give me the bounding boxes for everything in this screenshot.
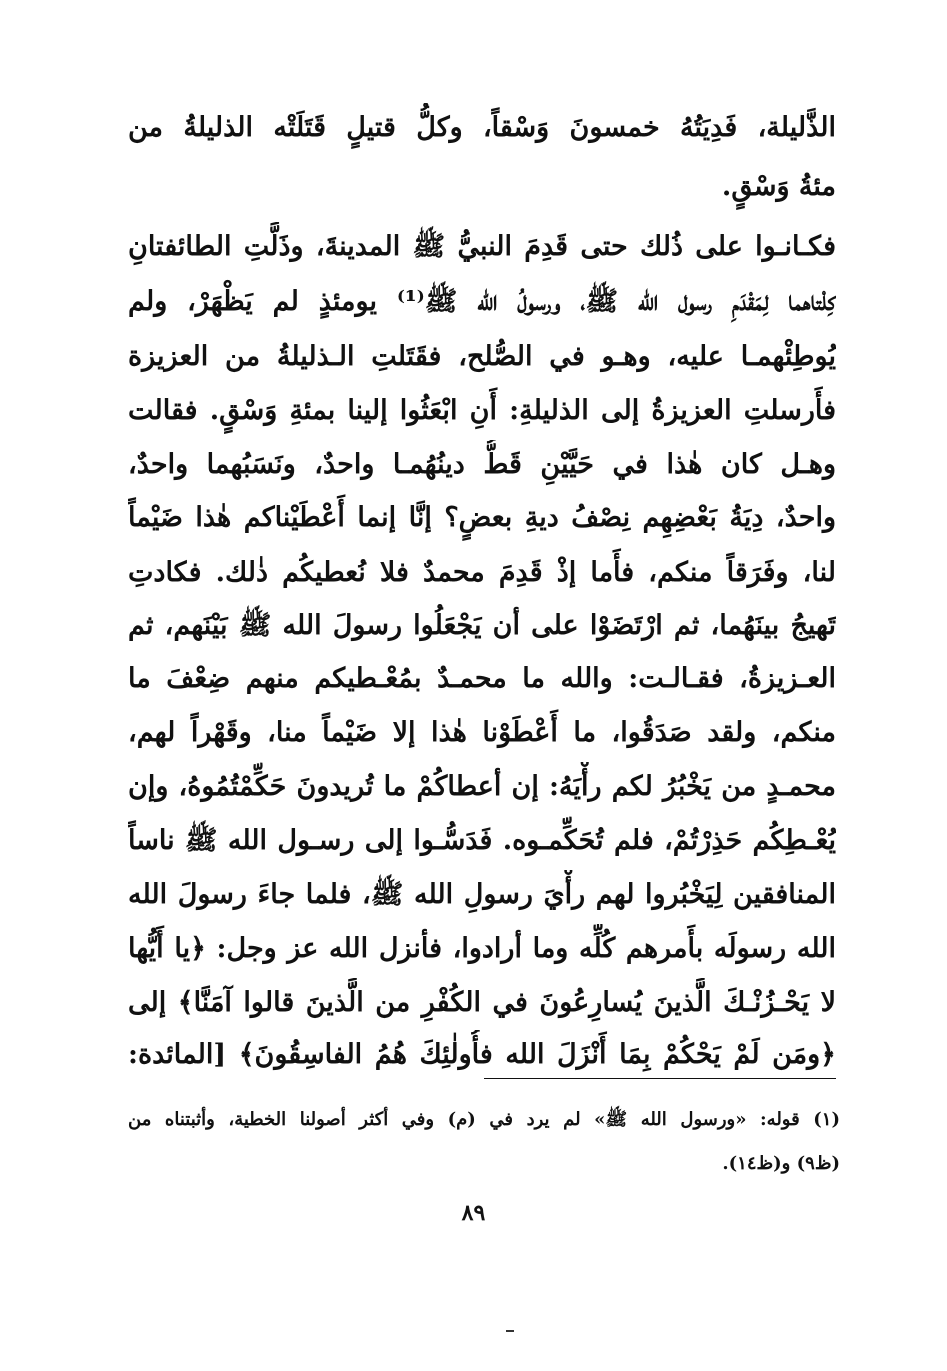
text-line: محمـدٍ من يَخْبُرُ لكم رأْيَهُ: إن أعطاكُمْ ما تُريدونَ حَكِّمْتُمُوهُ، وإن — [128, 771, 836, 802]
text-line: منكم، ولقد صَدَقُوا، ما أَعْطَوْنا هٰذا إلا ضَيْماً منا، وقَهْراً لهم، — [128, 717, 836, 748]
text-line: وهـل كان هٰذا في حَيَّيْنِ قَطُّ دينُهُمـا واحدٌ، ونَسَبُهما واحدٌ، — [128, 449, 836, 480]
text-line: لنا، وفَرَقاً منكم، فأَما إذْ قَدِمَ محمدٌ فلا نُعطيكُم ذٰلك. فكادتِ — [128, 557, 836, 588]
text-line: المنافقين لِيَخْبُروا لهم رأْيَ رسولِ الله ﷺ، فلما جاءَ رسولَ الله — [128, 879, 836, 910]
scan-mark — [506, 1330, 514, 1332]
text-line: فكـانـوا على ذُلك حتى قَدِمَ النبيُّ ﷺ المدينةَ، وذَلَّتِ الطائفتانِ — [128, 231, 836, 262]
text-line: يُوطِئْهمـا عليه، وهـو في الصُّلح، فقَتَلتِ الـذليلةُ من العزيزة — [128, 341, 836, 372]
text-line: الذَّليلة، فَدِيَتُهُ خمسونَ وَسْقاً، وكلُّ قتيلٍ قَتَلَتْه الذليلةُ من — [128, 112, 836, 143]
footnote-line: (١) قوله: «ورسول الله ﷺ» لم يرد في (م) وفي أكثر أصولنا الخطية، وأثبتناه من — [128, 1109, 840, 1130]
text-line: تَهيجُ بينَهُما، ثم ارْتَضَوْا على أن يَجْعَلُوا رسولَ الله ﷺ بَيْنَهم، ثم — [128, 610, 836, 641]
page-number: ٨٩ — [461, 1200, 486, 1226]
text-line: لا يَحْـزُنْـكَ الَّذينَ يُسارِعُونَ في الكُفْرِ من الَّذينَ قالوا آمَنَّا﴾ إلى — [128, 987, 836, 1018]
text-line: مئةُ وَسْقٍ. — [721, 171, 836, 202]
text-line: ﴿ومَن لَمْ يَحْكُمْ بِمَا أَنْزَلَ الله فأُولٰئِكَ هُمُ الفاسِقُونَ﴾ [المائدة: — [128, 1039, 836, 1070]
footnote-separator — [484, 1078, 836, 1079]
text-line: واحدٌ، دِيَةُ بَعْضِهِم نِصْفُ ديةِ بعضٍ؟ إنَّا إنما أَعْطَيْناكم هٰذا ضَيْماً — [128, 502, 836, 533]
text-line: كِلْتاهما لِمَقْدَمِ رسول الله ﷺ، ورسولُ الله ﷺ⁽¹⁾ يومئذٍ لم يَظْهَرْ، ولم — [128, 286, 836, 317]
footnote-line: (ظ٩) و(ظ١٤). — [722, 1153, 840, 1174]
text-line: الله رسولَه بأَمرهم كُلِّه وما أرادوا، فأنزل الله عز وجل: ﴿يا أَيُّها — [128, 933, 836, 964]
text-line: فأَرسلتِ العزيزةُ إلى الذليلةِ: أَنِ ابْعَثُوا إلينا بمئةِ وَسْقٍ. فقالت — [128, 395, 836, 426]
text-line: العـزيزةُ، فقـالـت: والله ما محمـدٌ بمُعْـطيكم منهم ضِعْفَ ما — [128, 663, 836, 694]
text-line: يُعْـطِكُم حَذِرْتُمْ، فلم تُحَكِّمـوه. فَدَسُّـوا إلى رسـول الله ﷺ ناساً — [128, 825, 836, 856]
